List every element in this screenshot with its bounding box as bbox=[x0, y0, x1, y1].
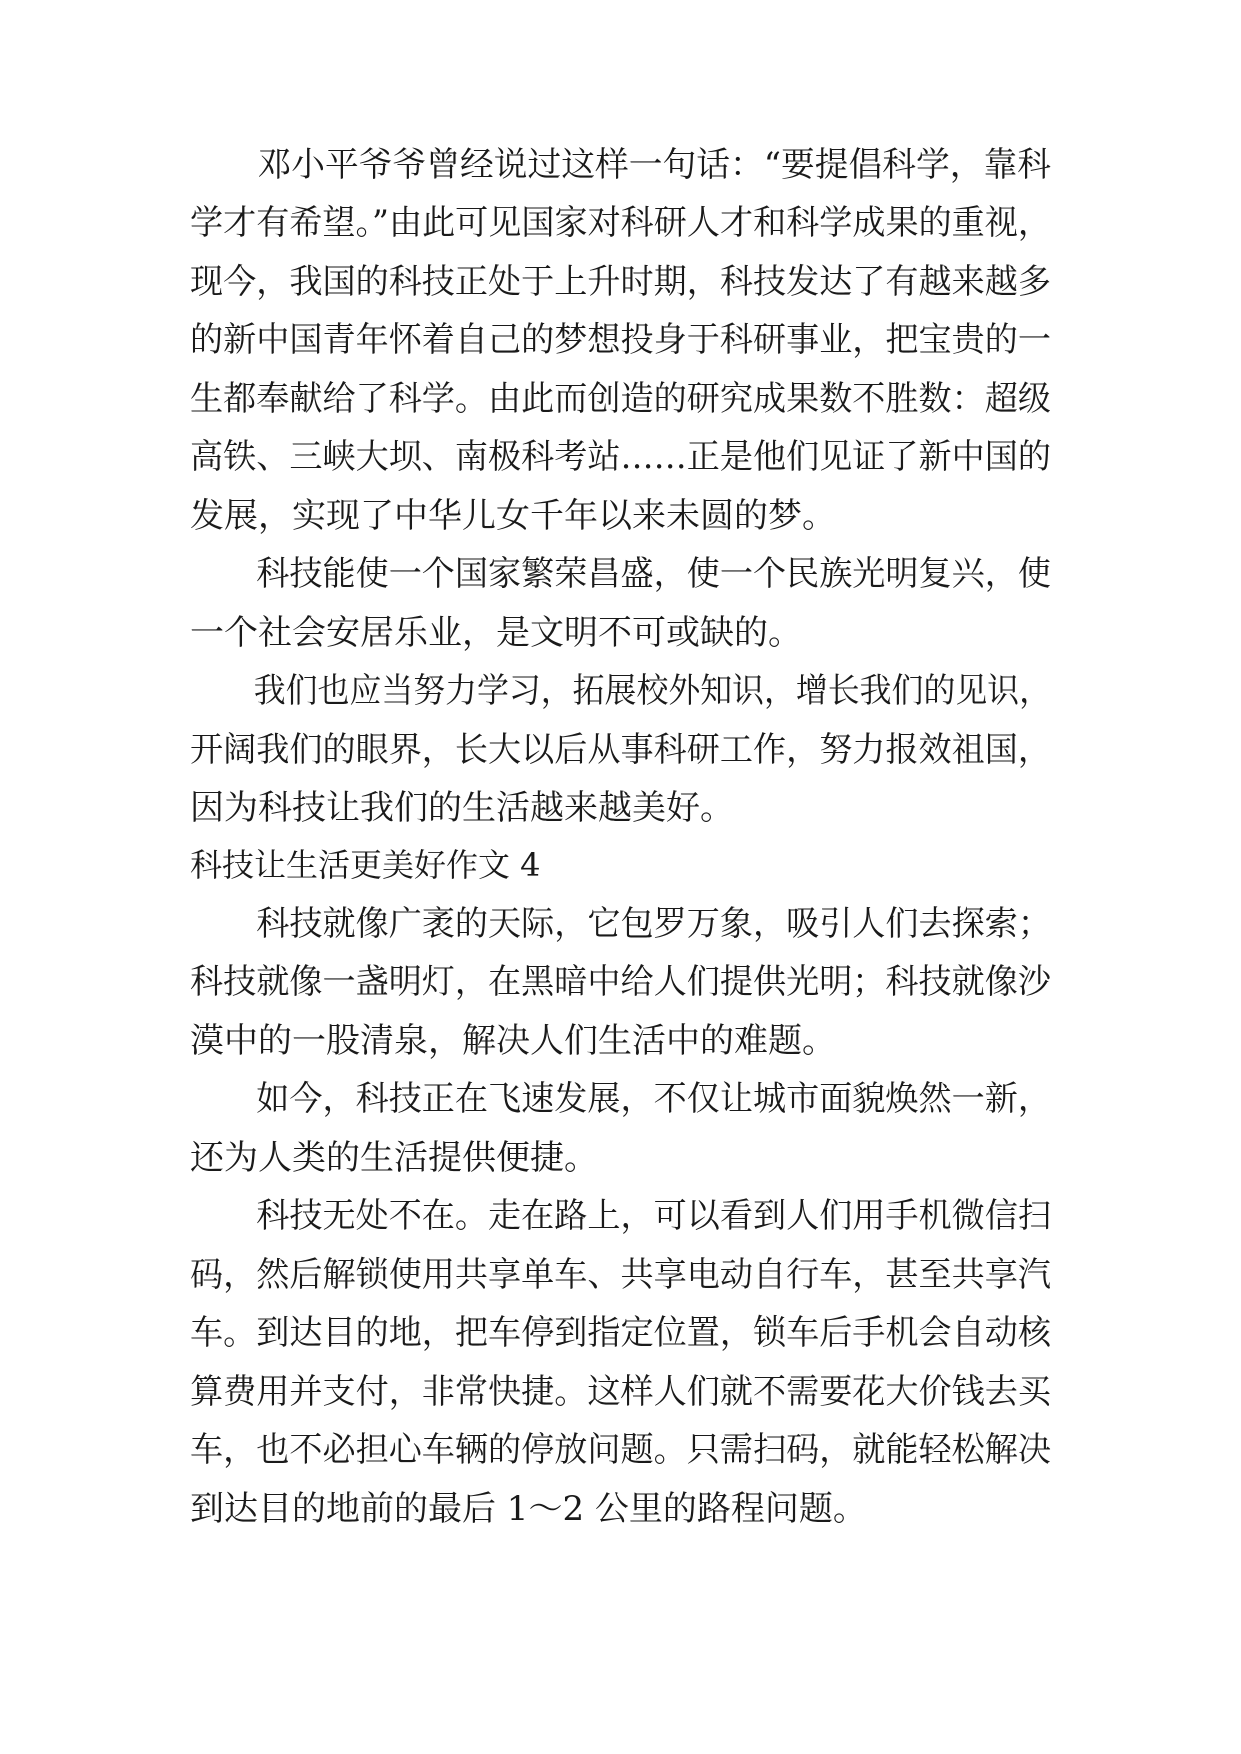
paragraph-1-line-4: 的新中国青年怀着自己的梦想投身于科研事业，把宝贵的一 bbox=[190, 320, 1051, 360]
paragraph-6-line-2: 码，然后解锁使用共享单车、共享电动自行车，甚至共享汽 bbox=[190, 1255, 1051, 1295]
paragraph-2-line-1: 科技能使一个国家繁荣昌盛，使一个民族光明复兴，使 bbox=[190, 554, 1051, 594]
paragraph-6-line-5: 车，也不必担心车辆的停放问题。只需扫码，就能轻松解决 bbox=[190, 1430, 1051, 1470]
paragraph-3-line-1: 我们也应当努力学习，拓展校外知识，增长我们的见识， bbox=[190, 671, 1051, 711]
section-heading: 科技让生活更美好作文 4 bbox=[190, 846, 541, 884]
paragraph-1-line-2: 学才有希望。”由此可见国家对科研人才和科学成果的重视， bbox=[190, 203, 1051, 243]
paragraph-5-line-1: 如今，科技正在飞速发展，不仅让城市面貌焕然一新， bbox=[190, 1079, 1051, 1119]
paragraph-4-line-2: 科技就像一盏明灯，在黑暗中给人们提供光明；科技就像沙 bbox=[190, 962, 1051, 1002]
paragraph-4-line-3: 漠中的一股清泉，解决人们生活中的难题。 bbox=[190, 1021, 836, 1061]
paragraph-5-line-2: 还为人类的生活提供便捷。 bbox=[190, 1138, 598, 1178]
paragraph-4-line-1: 科技就像广袤的天际，它包罗万象，吸引人们去探索； bbox=[190, 904, 1051, 944]
paragraph-6-line-1: 科技无处不在。走在路上，可以看到人们用手机微信扫 bbox=[190, 1196, 1051, 1236]
paragraph-1-line-5: 生都奉献给了科学。由此而创造的研究成果数不胜数：超级 bbox=[190, 379, 1051, 419]
paragraph-6-line-3: 车。到达目的地，把车停到指定位置，锁车后手机会自动核 bbox=[190, 1313, 1051, 1353]
paragraph-1-line-7: 发展，实现了中华儿女千年以来未圆的梦。 bbox=[190, 496, 836, 536]
paragraph-1-line-1: 邓小平爷爷曾经说过这样一句话：“要提倡科学，靠科 bbox=[190, 145, 1051, 185]
paragraph-3-line-2: 开阔我们的眼界，长大以后从事科研工作，努力报效祖国， bbox=[190, 730, 1051, 770]
paragraph-1-line-6: 高铁、三峡大坝、南极科考站……正是他们见证了新中国的 bbox=[190, 437, 1051, 477]
paragraph-6-line-6: 到达目的地前的最后 1～2 公里的路程问题。 bbox=[190, 1489, 867, 1529]
paragraph-3-line-3: 因为科技让我们的生活越来越美好。 bbox=[190, 788, 734, 828]
paragraph-1-line-3: 现今，我国的科技正处于上升时期，科技发达了有越来越多 bbox=[190, 262, 1051, 302]
paragraph-2-line-2: 一个社会安居乐业，是文明不可或缺的。 bbox=[190, 613, 802, 653]
paragraph-6-line-4: 算费用并支付，非常快捷。这样人们就不需要花大价钱去买 bbox=[190, 1372, 1051, 1412]
